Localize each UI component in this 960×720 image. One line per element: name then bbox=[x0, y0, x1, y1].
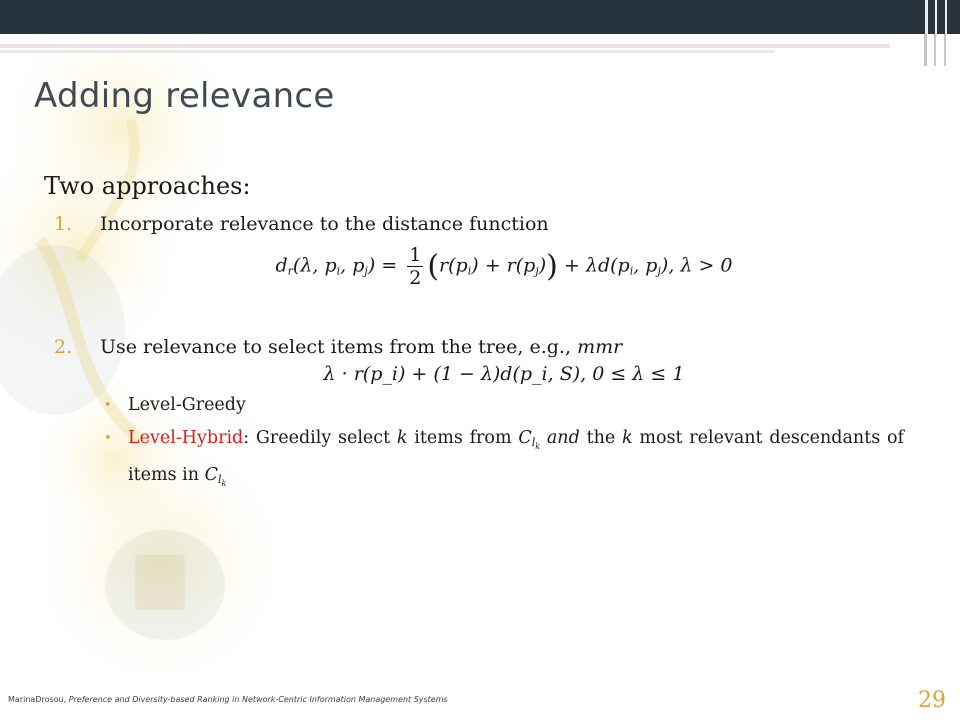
bullet-item: • Level-Greedy bbox=[44, 391, 924, 420]
item-number: 2. bbox=[54, 336, 73, 358]
section-heading: Two approaches: bbox=[44, 172, 251, 200]
list-item bbox=[44, 210, 924, 238]
slide-body bbox=[44, 172, 924, 498]
distance-formula: $d_r(\lambda$, $p_i$, $p_j$) = $\frac{1}{2}$ $(r(p_i) + r(p_j)) + \lambda d(p_i$, $p_j$), λ > 0 bbox=[275, 244, 733, 289]
slide-title: Adding relevance bbox=[34, 76, 335, 116]
bullet-dot: • bbox=[104, 431, 112, 446]
page-number: 29 bbox=[918, 688, 946, 713]
bullet-dot: • bbox=[104, 398, 112, 413]
fraction: $\frac{1}{2}$ bbox=[409, 244, 422, 289]
item-number: 1. bbox=[54, 213, 73, 235]
highlight-term: Level-Hybrid bbox=[128, 428, 244, 448]
bullet-item: • Level-Hybrid: Greedily select k items from $C_{l_k}$ and the k most relevant descendants of items in $C_{l_k}$ bbox=[44, 424, 924, 498]
mmr-formula: λ · r(p_i) + (1 − λ)d(p_i, S), 0 ≤ λ ≤ 1 bbox=[323, 363, 685, 385]
item-text: Use relevance to select items from the tree, e.g., bbox=[100, 336, 572, 358]
footer-citation: MarinaDrosou, Preference and Diversity-based Ranking in Network-Centric Information Management Systems bbox=[8, 695, 448, 704]
item-text: Incorporate relevance to the distance function bbox=[100, 213, 549, 235]
top-rule bbox=[0, 34, 960, 74]
list-item: 2. Use relevance to select items from the tree, e.g., mmr bbox=[44, 333, 924, 361]
